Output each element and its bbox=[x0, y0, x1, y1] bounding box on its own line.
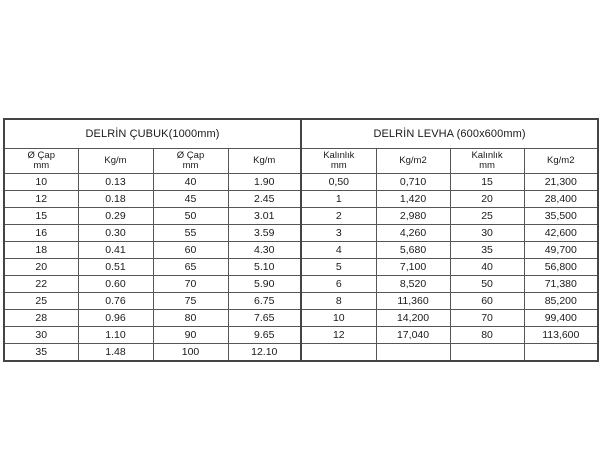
cubuk-cell: 80 bbox=[153, 310, 228, 327]
levha-cell: 0,710 bbox=[376, 174, 450, 191]
cubuk-header-cap-2: Ø Çap mm bbox=[153, 149, 228, 174]
cubuk-cell: 12.10 bbox=[228, 344, 301, 362]
cubuk-cell: 0.41 bbox=[78, 242, 153, 259]
cubuk-cell: 6.75 bbox=[228, 293, 301, 310]
levha-cell: 60 bbox=[450, 293, 524, 310]
cubuk-cell: 15 bbox=[4, 208, 78, 225]
levha-cell: 7,100 bbox=[376, 259, 450, 276]
table-row bbox=[4, 344, 598, 362]
cubuk-cell: 50 bbox=[153, 208, 228, 225]
cubuk-cell: 100 bbox=[153, 344, 228, 362]
levha-cell: 1 bbox=[301, 191, 376, 208]
table-row bbox=[4, 310, 598, 327]
levha-cell: 4,260 bbox=[376, 225, 450, 242]
delrin-price-table bbox=[3, 118, 599, 362]
levha-cell bbox=[376, 344, 450, 362]
levha-cell: 42,600 bbox=[524, 225, 598, 242]
levha-cell: 50 bbox=[450, 276, 524, 293]
cubuk-cell: 1.90 bbox=[228, 174, 301, 191]
levha-cell: 80 bbox=[450, 327, 524, 344]
cubuk-cell: 10 bbox=[4, 174, 78, 191]
levha-cell: 28,400 bbox=[524, 191, 598, 208]
cubuk-header-kgm-1: Kg/m bbox=[78, 149, 153, 174]
title-row bbox=[4, 119, 598, 149]
cubuk-cell: 55 bbox=[153, 225, 228, 242]
cubuk-cell: 2.45 bbox=[228, 191, 301, 208]
levha-cell: 20 bbox=[450, 191, 524, 208]
cubuk-cell: 90 bbox=[153, 327, 228, 344]
levha-cell: 49,700 bbox=[524, 242, 598, 259]
cubuk-cell: 0.18 bbox=[78, 191, 153, 208]
header-row bbox=[4, 149, 598, 174]
cubuk-cell: 1.48 bbox=[78, 344, 153, 362]
levha-cell: 12 bbox=[301, 327, 376, 344]
cubuk-cell: 60 bbox=[153, 242, 228, 259]
levha-header-kgm2-2: Kg/m2 bbox=[524, 149, 598, 174]
levha-cell: 30 bbox=[450, 225, 524, 242]
table-row bbox=[4, 259, 598, 276]
levha-header-kgm2-1: Kg/m2 bbox=[376, 149, 450, 174]
levha-cell: 2,980 bbox=[376, 208, 450, 225]
cubuk-cell: 40 bbox=[153, 174, 228, 191]
cubuk-cell: 75 bbox=[153, 293, 228, 310]
cubuk-cell: 1.10 bbox=[78, 327, 153, 344]
levha-cell: 1,420 bbox=[376, 191, 450, 208]
levha-cell: 40 bbox=[450, 259, 524, 276]
cubuk-cell: 7.65 bbox=[228, 310, 301, 327]
cubuk-cell: 18 bbox=[4, 242, 78, 259]
cubuk-header-kgm-2: Kg/m bbox=[228, 149, 301, 174]
levha-cell bbox=[524, 344, 598, 362]
cubuk-cell: 4.30 bbox=[228, 242, 301, 259]
cubuk-cell: 3.01 bbox=[228, 208, 301, 225]
levha-header-kalinlik-2: Kalınlık mm bbox=[450, 149, 524, 174]
cubuk-cell: 70 bbox=[153, 276, 228, 293]
table-row bbox=[4, 293, 598, 310]
cubuk-cell: 12 bbox=[4, 191, 78, 208]
cubuk-cell: 5.90 bbox=[228, 276, 301, 293]
cubuk-cell: 25 bbox=[4, 293, 78, 310]
cubuk-cell: 0.30 bbox=[78, 225, 153, 242]
cubuk-cell: 20 bbox=[4, 259, 78, 276]
levha-cell: 10 bbox=[301, 310, 376, 327]
levha-cell: 21,300 bbox=[524, 174, 598, 191]
cubuk-cell: 9.65 bbox=[228, 327, 301, 344]
cubuk-cell: 30 bbox=[4, 327, 78, 344]
cubuk-cell: 3.59 bbox=[228, 225, 301, 242]
levha-cell: 35 bbox=[450, 242, 524, 259]
levha-cell: 14,200 bbox=[376, 310, 450, 327]
levha-cell: 25 bbox=[450, 208, 524, 225]
cubuk-cell: 65 bbox=[153, 259, 228, 276]
cubuk-cell: 0.76 bbox=[78, 293, 153, 310]
cubuk-header-cap-1: Ø Çap mm bbox=[4, 149, 78, 174]
cubuk-cell: 0.96 bbox=[78, 310, 153, 327]
levha-cell: 56,800 bbox=[524, 259, 598, 276]
cubuk-cell: 45 bbox=[153, 191, 228, 208]
table-row bbox=[4, 327, 598, 344]
table-row bbox=[4, 242, 598, 259]
levha-cell: 0,50 bbox=[301, 174, 376, 191]
cubuk-cell: 0.13 bbox=[78, 174, 153, 191]
levha-cell: 8 bbox=[301, 293, 376, 310]
levha-cell: 2 bbox=[301, 208, 376, 225]
levha-cell: 35,500 bbox=[524, 208, 598, 225]
cubuk-cell: 0.51 bbox=[78, 259, 153, 276]
cubuk-cell: 22 bbox=[4, 276, 78, 293]
levha-cell: 15 bbox=[450, 174, 524, 191]
table-row bbox=[4, 276, 598, 293]
levha-cell: 85,200 bbox=[524, 293, 598, 310]
table-row bbox=[4, 191, 598, 208]
levha-cell bbox=[301, 344, 376, 362]
cubuk-cell: 16 bbox=[4, 225, 78, 242]
cubuk-cell: 28 bbox=[4, 310, 78, 327]
levha-cell: 5 bbox=[301, 259, 376, 276]
levha-cell: 6 bbox=[301, 276, 376, 293]
table-row bbox=[4, 225, 598, 242]
levha-cell: 3 bbox=[301, 225, 376, 242]
cubuk-cell: 0.29 bbox=[78, 208, 153, 225]
cubuk-cell: 35 bbox=[4, 344, 78, 362]
cubuk-cell: 5.10 bbox=[228, 259, 301, 276]
levha-title: DELRİN LEVHA (600x600mm) bbox=[301, 119, 598, 149]
levha-cell: 99,400 bbox=[524, 310, 598, 327]
levha-cell bbox=[450, 344, 524, 362]
levha-header-kalinlik-1: Kalınlık mm bbox=[301, 149, 376, 174]
levha-cell: 11,360 bbox=[376, 293, 450, 310]
levha-cell: 8,520 bbox=[376, 276, 450, 293]
levha-cell: 113,600 bbox=[524, 327, 598, 344]
levha-cell: 70 bbox=[450, 310, 524, 327]
table-row bbox=[4, 208, 598, 225]
cubuk-title: DELRİN ÇUBUK(1000mm) bbox=[4, 119, 301, 149]
levha-cell: 71,380 bbox=[524, 276, 598, 293]
levha-cell: 5,680 bbox=[376, 242, 450, 259]
cubuk-cell: 0.60 bbox=[78, 276, 153, 293]
table-row bbox=[4, 174, 598, 191]
levha-cell: 4 bbox=[301, 242, 376, 259]
levha-cell: 17,040 bbox=[376, 327, 450, 344]
